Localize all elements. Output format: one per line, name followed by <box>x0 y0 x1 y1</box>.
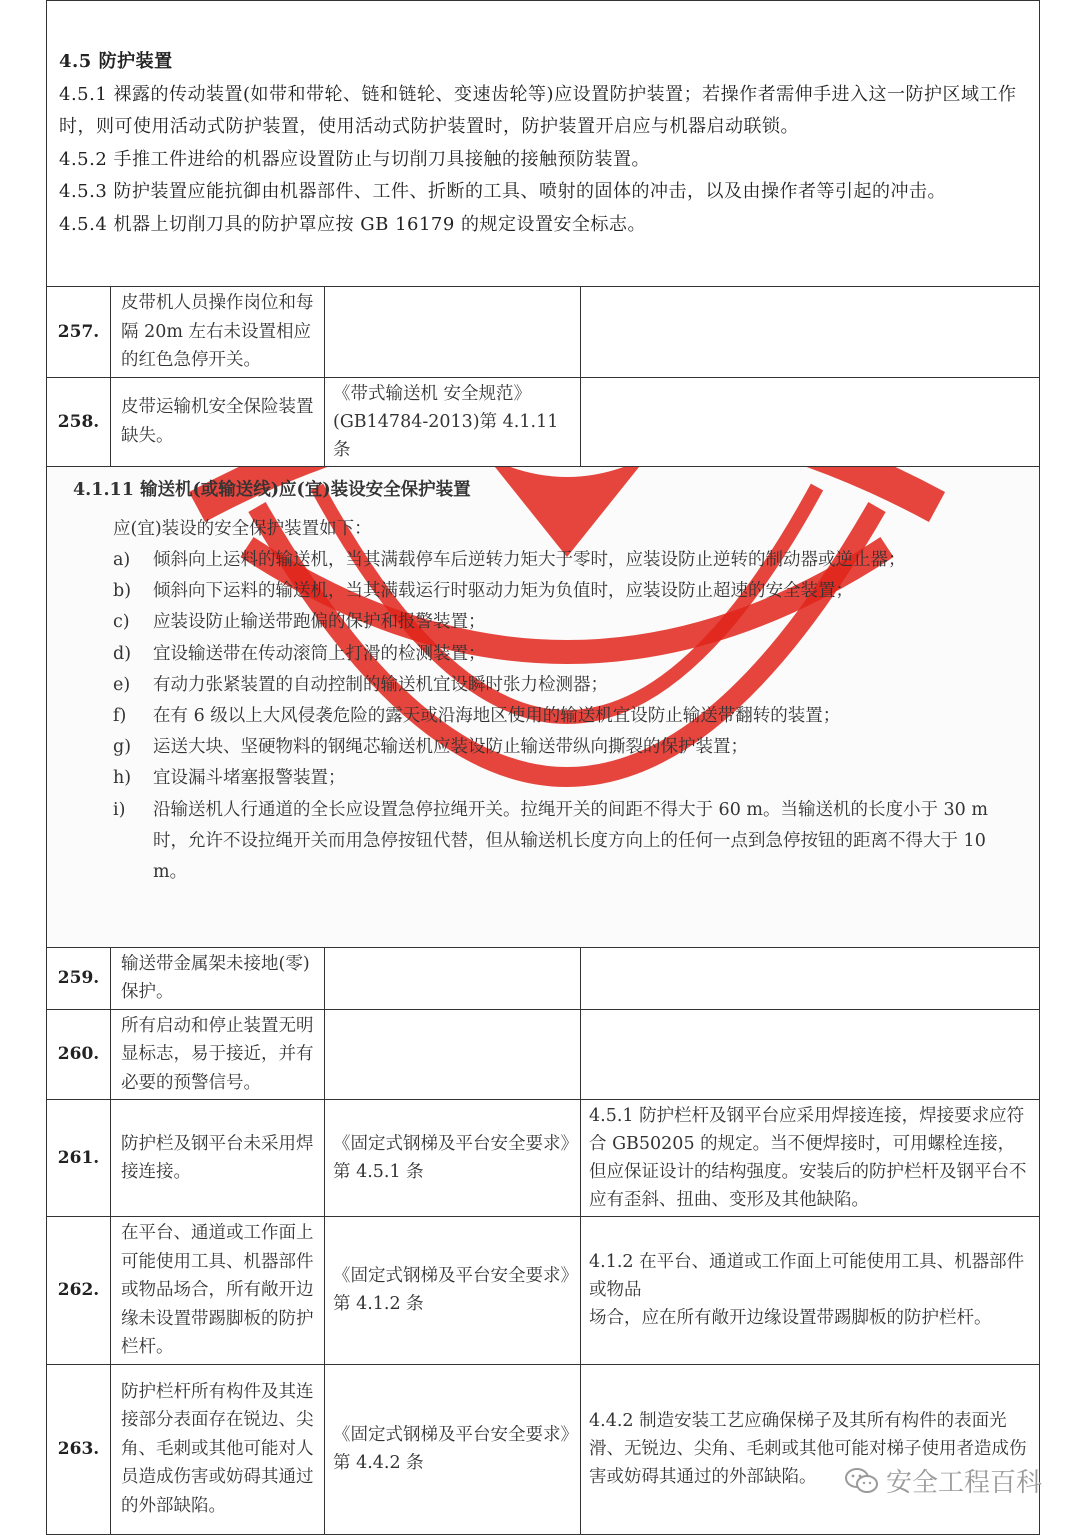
row-number: 257. <box>47 287 111 378</box>
list-item-label: a) <box>113 549 131 570</box>
list-item-text: 宜设输送带在传动滚筒上打滑的检测装置； <box>153 643 486 664</box>
issue-text: 所有启动和停止装置无明显标志，易于接近，并有必要的预警信号。 <box>121 1015 314 1093</box>
standard-cell <box>325 287 581 378</box>
excerpt-45-item: 4.5.2 手推工件进给的机器应设置防止与切削刀具接触的接触预防装置。 <box>59 148 651 170</box>
list-item-text: 运送大块、坚硬物料的钢绳芯输送机应装设防止输送带纵向撕裂的保护装置； <box>153 737 748 758</box>
list-item <box>73 670 1019 701</box>
excerpt-45-item: 4.5.1 裸露的传动装置(如带和带轮、链和链轮、变速齿轮等)应设置防护装置；若操作者需伸手进入这一防护区域工作时，则可使用活动式防护装置，使用活动式防护装置时，防护装置开启应与机器启动联锁。 <box>59 83 1017 137</box>
row-number: 259. <box>47 947 111 1009</box>
clause-cell <box>581 947 1040 1009</box>
list-item-label: g) <box>113 737 132 758</box>
issue-text: 皮带运输机安全保险装置缺失。 <box>121 397 314 446</box>
list-item-label: b) <box>113 581 132 602</box>
table-row <box>47 1100 1040 1217</box>
list-item-label: d) <box>113 643 132 664</box>
row-number: 262. <box>47 1217 111 1365</box>
list-item-text: 有动力张紧装置的自动控制的输送机宜设瞬时张力检测器； <box>153 674 608 695</box>
list-item-label: i) <box>113 799 126 820</box>
clause-text <box>581 1052 1039 1056</box>
list-item-label: c) <box>113 612 130 633</box>
hazard-table <box>46 0 1040 1535</box>
list-item <box>73 732 1019 763</box>
clause-text <box>581 330 1039 334</box>
standard-text: 《固定式钢梯及平台安全要求》第 4.4.2 条 <box>333 1425 570 1473</box>
standard-text <box>325 1052 580 1056</box>
standard-cell <box>325 1100 581 1217</box>
list-item <box>73 763 1019 794</box>
excerpt-45-block <box>47 1 1040 287</box>
list-item <box>73 576 1019 607</box>
excerpt-45-heading: 4.5 防护装置 <box>59 51 173 72</box>
list-item-text: 在有 6 级以上大风侵袭危险的露天或沿海地区使用的输送机宜设防止输送带翻转的装置； <box>153 705 841 726</box>
table-row <box>47 947 1040 1009</box>
standard-cell <box>325 1009 581 1100</box>
issue-cell <box>111 287 325 378</box>
excerpt-45-text <box>47 38 1039 249</box>
issue-cell <box>111 947 325 1009</box>
clause-cell <box>581 1364 1040 1534</box>
clause-text <box>581 976 1039 980</box>
clause-cell <box>581 1009 1040 1100</box>
list-item-text: 倾斜向下运料的输送机，当其满载运行时驱动力矩为负值时，应装设防止超速的安全装置； <box>153 581 853 602</box>
issue-cell <box>111 1364 325 1534</box>
standard-cell <box>325 947 581 1009</box>
clause-text: 4.4.2 制造安装工艺应确保梯子及其所有构件的表面光滑、无锐边、尖角、毛刺或其他可能对梯子使用者造成伤害或妨碍其通过的外部缺陷。 <box>589 1411 1027 1487</box>
list-item <box>73 639 1019 670</box>
list-item-text: 倾斜向上运料的输送机，当其满载停车后逆转力矩大于零时，应装设防止逆转的制动器或逆止器； <box>153 549 906 570</box>
clause-text: 4.5.1 防护栏杆及钢平台应采用焊接连接，焊接要求应符合 GB50205 的规定。当不便焊接时，可用螺栓连接，但应保证设计的结构强度。安装后的防护栏杆及钢平台不应有歪斜、扭曲、变形及其他缺陷。 <box>589 1106 1027 1210</box>
watermark <box>844 1462 1042 1499</box>
issue-text: 皮带机人员操作岗位和每隔 20m 左右未设置相应的红色急停开关。 <box>121 293 314 370</box>
issue-text: 在平台、通道或工作面上可能使用工具、机器部件或物品场合，所有敞开边缘未设置带踢脚板的防护栏杆。 <box>121 1223 314 1357</box>
standard-text <box>325 330 580 334</box>
issue-cell <box>111 377 325 466</box>
list-item-label: f) <box>113 705 127 726</box>
list-item <box>73 795 1019 889</box>
list-item-text: 应装设防止输送带跑偏的保护和报警装置； <box>153 612 486 633</box>
clause-cell <box>581 287 1040 378</box>
standard-cell <box>325 1217 581 1365</box>
table-row <box>47 1217 1040 1365</box>
excerpt-4111-image <box>47 467 1039 947</box>
list-item <box>73 701 1019 732</box>
issue-cell <box>111 1009 325 1100</box>
list-item-text: 宜设漏斗堵塞报警装置； <box>153 768 346 789</box>
wechat-icon <box>844 1467 880 1495</box>
clause-text <box>581 420 1039 424</box>
watermark-text: 安全工程百科 <box>885 1468 1042 1498</box>
standard-text: 《固定式钢梯及平台安全要求》第 4.1.2 条 <box>333 1266 570 1315</box>
excerpt-4111-intro: 应(宜)装设的安全保护装置如下： <box>113 518 372 539</box>
excerpt-45-item: 4.5.4 机器上切削刀具的防护罩应按 GB 16179 的规定设置安全标志。 <box>59 213 647 235</box>
list-item-label: h) <box>113 768 132 789</box>
issue-text: 防护栏杆所有构件及其连接部分表面存在锐边、尖角、毛刺或其他可能对人员造成伤害或妨碍其通过的外部缺陷。 <box>121 1381 314 1516</box>
issue-cell <box>111 1217 325 1365</box>
list-item-text: 沿输送机人行通道的全长应设置急停拉绳开关。拉绳开关的间距不得大于 60 m。当输送机的长度小于 30 m 时，允许不设拉绳开关而用急停按钮代替，但从输送机长度方向上的任何一点到急停按钮的距离不得大于 10 m。 <box>153 799 988 882</box>
row-number: 263. <box>47 1364 111 1534</box>
table-row <box>47 1364 1040 1534</box>
clause-cell <box>581 1217 1040 1365</box>
excerpt-45-item: 4.5.3 防护装置应能抗御由机器部件、工件、折断的工具、喷射的固体的冲击，以及由操作者等引起的冲击。 <box>59 181 947 202</box>
excerpt-4111-block <box>47 466 1040 947</box>
row-number: 260. <box>47 1009 111 1100</box>
standard-text: 《固定式钢梯及平台安全要求》第 4.5.1 条 <box>333 1134 570 1182</box>
standard-text <box>325 976 580 980</box>
excerpt-4111-title: 4.1.11 输送机(或输送线)应(宜)装设安全保护装置 <box>73 479 471 500</box>
issue-text: 输送带金属架未接地(零)保护。 <box>121 953 310 1002</box>
document-frame <box>46 0 1040 1535</box>
table-row <box>47 287 1040 378</box>
excerpt-4111-text <box>47 467 1039 889</box>
clause-cell <box>581 377 1040 466</box>
clause-cell <box>581 1100 1040 1217</box>
standard-cell <box>325 377 581 466</box>
row-number: 261. <box>47 1100 111 1217</box>
standard-text: 《带式输送机 安全规范》(GB14784-2013)第 4.1.11 条 <box>333 383 559 460</box>
table-row <box>47 1009 1040 1100</box>
list-item-label: e) <box>113 674 131 695</box>
list-item <box>73 545 1019 576</box>
issue-cell <box>111 1100 325 1217</box>
issue-text: 防护栏及钢平台未采用焊接连接。 <box>121 1133 314 1182</box>
excerpt-row-45 <box>47 1 1040 287</box>
excerpt-row-4111 <box>47 466 1040 947</box>
row-number: 258. <box>47 377 111 466</box>
clause-text: 4.1.2 在平台、通道或工作面上可能使用工具、机器部件或物品 场合，应在所有敞开边缘设置带踢脚板的防护栏杆。 <box>589 1252 1025 1329</box>
standard-cell <box>325 1364 581 1534</box>
list-item <box>73 607 1019 638</box>
table-row <box>47 377 1040 466</box>
